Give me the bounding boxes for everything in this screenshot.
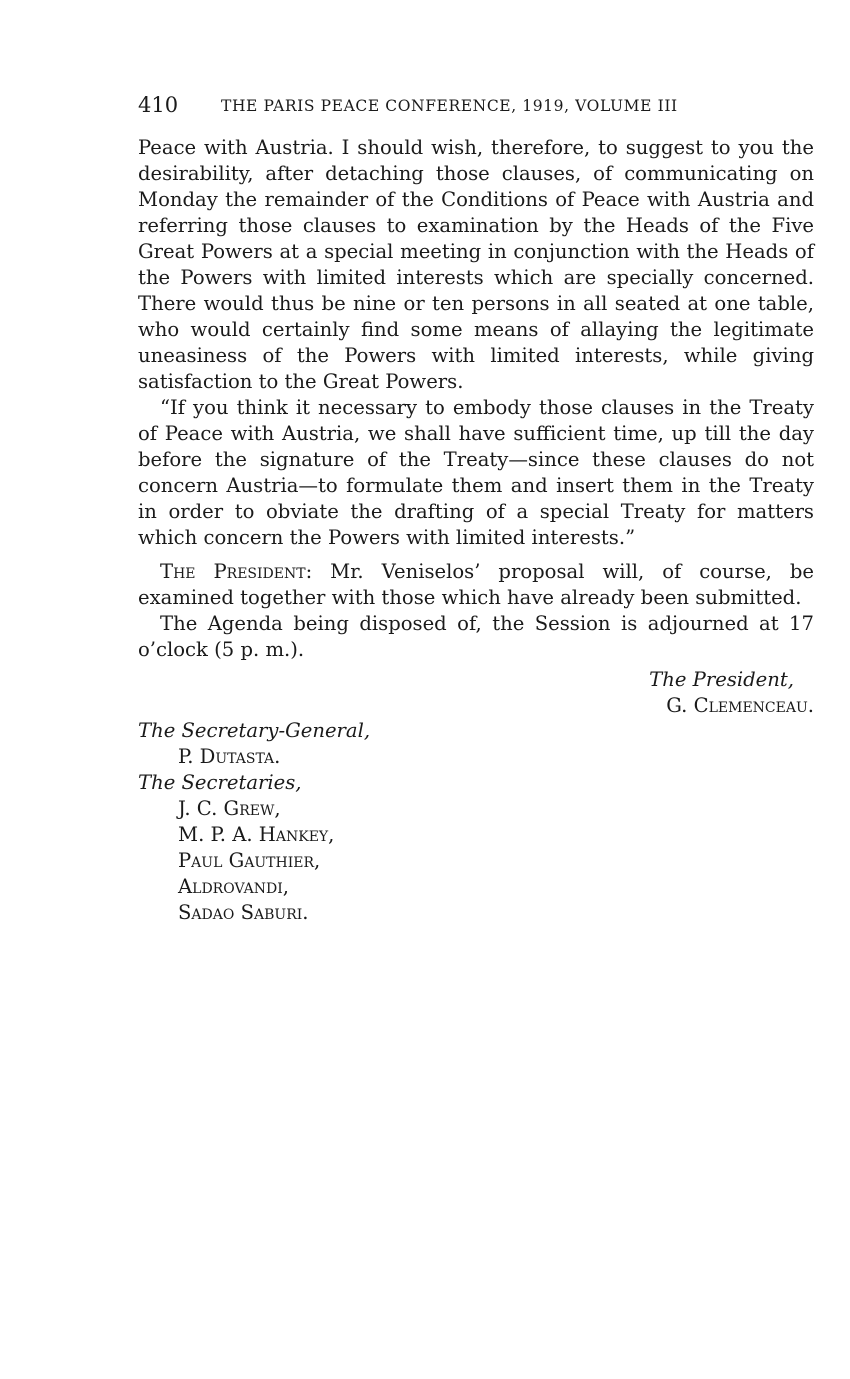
speaker-name: The President	[160, 560, 306, 583]
secretary-general-name: P. Dutasta.	[178, 745, 281, 768]
paragraph-quote: “If you think it necessary to embody those clauses in the Treaty of Peace with Austria, we shall have sufficient time, up till the day before the signature of the Treaty—since these clauses do not concern Austria—to formulate them and insert them in the Treaty in order to obviate the drafting of a special Treaty for matters which concern the Powers with limited interests.”	[138, 396, 814, 549]
paragraph-adjournment: The Agenda being disposed of, the Session is adjourned at 17 o’clock (5 p. m.).	[138, 612, 814, 661]
secretary-name: Sadao Saburi.	[178, 901, 309, 924]
secretary-general-title: The Secretary-General,	[138, 719, 371, 742]
page-number: 410	[138, 93, 179, 117]
secretary-name: Paul Gauthier,	[178, 849, 321, 872]
paragraph-president-remark	[138, 559, 814, 611]
president-signature	[138, 667, 814, 719]
president-title: The President,	[649, 668, 794, 691]
page-header	[138, 90, 818, 120]
running-title: THE PARIS PEACE CONFERENCE, 1919, VOLUME III	[221, 97, 678, 115]
secretariat-list	[138, 718, 538, 926]
speaker-text: : Mr. Veniselos’ proposal will, of course, be examined together with those which have already been submitted.	[138, 560, 815, 609]
secretary-name: J. C. Grew,	[178, 797, 281, 820]
secretary-name: Aldrovandi,	[178, 875, 289, 898]
secretary-name: M. P. A. Hankey,	[178, 823, 335, 846]
body-text	[138, 135, 814, 663]
paragraph-continued: Peace with Austria. I should wish, therefore, to suggest to you the desirability, after detaching those clauses, of communicating on Monday the remainder of the Conditions of Peace with Austria and referring those clauses to examination by the Heads of the Five Great Powers at a special meeting in conjunction with the Heads of the Powers with limited interests which are specially concerned. There would thus be nine or ten persons in all seated at one table, who would certainly find some means of allaying the legitimate uneasiness of the Powers with limited interests, while giving satisfaction to the Great Powers.	[138, 136, 814, 393]
secretaries-title: The Secretaries,	[138, 771, 302, 794]
president-name: G. Clemenceau.	[666, 694, 814, 717]
